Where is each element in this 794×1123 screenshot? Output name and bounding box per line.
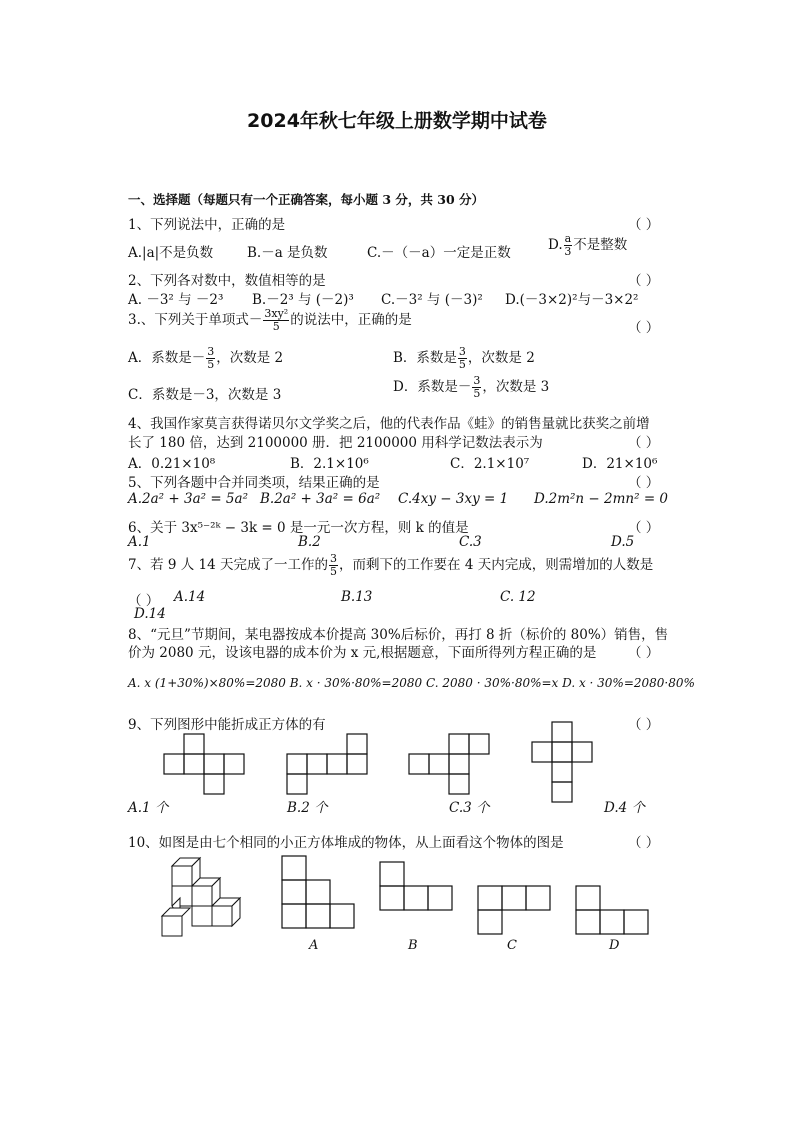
q7-answer-slot[interactable]: （ ） bbox=[128, 593, 160, 609]
q9-option-a: A.1 个 bbox=[128, 800, 169, 816]
q8-answer-slot[interactable]: （ ） bbox=[628, 645, 660, 661]
q9-net-a bbox=[160, 728, 250, 798]
q10-answer-slot[interactable]: （ ） bbox=[628, 835, 660, 851]
q7-stem-suffix: ，而剩下的工作要在 4 天内完成，则需增加的人数是 bbox=[339, 557, 654, 573]
q7-stem-denominator: 5 bbox=[330, 565, 338, 578]
q5-stem: 5、下列各题中合并同类项，结果正确的是 bbox=[128, 475, 380, 491]
q3-a-suffix: ，次数是 2 bbox=[216, 350, 284, 366]
q10-stem: 10、如图是由七个相同的小正方体堆成的物体，从上面看这个物体的图是 bbox=[128, 835, 564, 851]
q2-stem: 2、下列各对数中，数值相等的是 bbox=[128, 273, 326, 289]
q3-a-prefix: A．系数是－ bbox=[128, 350, 206, 366]
q6-stem: 6、关于 3x⁵⁻²ᵏ − 3k = 0 是一元一次方程，则 k 的值是 bbox=[128, 520, 469, 536]
q3-b-suffix: ，次数是 2 bbox=[467, 350, 535, 366]
q2-option-a: A. －3² 与 －2³ bbox=[128, 292, 224, 308]
q9-net-d bbox=[528, 720, 608, 804]
q3-stem bbox=[128, 308, 412, 333]
q9-option-d: D.4 个 bbox=[604, 800, 646, 816]
q9-option-b: B.2 个 bbox=[287, 800, 328, 816]
q1-stem: 1、下列说法中，正确的是 bbox=[128, 217, 286, 233]
q3-option-a bbox=[128, 346, 283, 371]
q3-b-numerator: 3 bbox=[458, 345, 466, 358]
q9-option-c: C.3 个 bbox=[449, 800, 490, 816]
q7-option-c: C. 12 bbox=[500, 589, 536, 605]
q3-answer-slot[interactable]: （ ） bbox=[628, 320, 660, 336]
q10-label-a: A bbox=[309, 938, 319, 953]
q5-answer-slot[interactable]: （ ） bbox=[628, 475, 660, 491]
q5-option-d: D.2m²n − 2mn² = 0 bbox=[534, 491, 669, 507]
q6-option-b: B.2 bbox=[298, 534, 321, 550]
q3-d-suffix: ，次数是 3 bbox=[482, 379, 550, 395]
q4-answer-slot[interactable]: （ ） bbox=[628, 435, 660, 451]
q4-option-c: C．2.1×10⁷ bbox=[450, 456, 530, 472]
q3-stem-numerator: 3xy² bbox=[264, 307, 289, 320]
q2-option-c: C.－3² 与 (－3)² bbox=[381, 292, 483, 308]
q5-option-a: A.2a² + 3a² = 5a² bbox=[128, 491, 248, 507]
q1-option-c: C.－（－a）一定是正数 bbox=[367, 245, 511, 261]
q7-option-a: A.14 bbox=[174, 589, 206, 605]
q5-option-c: C.4xy − 3xy = 1 bbox=[398, 491, 509, 507]
q9-stem: 9、下列图形中能折成正方体的有 bbox=[128, 717, 326, 733]
q9-net-b bbox=[283, 728, 373, 798]
q7-stem-prefix: 7、若 9 人 14 天完成了一工作的 bbox=[128, 557, 329, 573]
q7-option-d: D.14 bbox=[134, 606, 166, 622]
q10-label-b: B bbox=[408, 938, 418, 953]
q1-d-prefix: D. bbox=[548, 237, 563, 253]
q3-a-numerator: 3 bbox=[207, 345, 215, 358]
q1-answer-slot[interactable]: （ ） bbox=[628, 217, 660, 233]
q3-stem-suffix: 的说法中，正确的是 bbox=[290, 312, 412, 328]
q10-option-d-view bbox=[572, 882, 652, 938]
q10-label-c: C bbox=[507, 938, 517, 953]
q3-b-prefix: B．系数是 bbox=[393, 350, 457, 366]
q10-label-d: D bbox=[609, 938, 620, 953]
q4-line2: 长了 180 倍，达到 2100000 册．把 2100000 用科学记数法表示为 bbox=[128, 435, 543, 451]
q7-stem-numerator: 3 bbox=[330, 552, 338, 565]
q3-b-denominator: 5 bbox=[458, 358, 466, 371]
q10-option-b-view bbox=[376, 858, 456, 914]
q4-option-a: A．0.21×10⁸ bbox=[128, 456, 216, 472]
q3-stem-denominator: 5 bbox=[272, 320, 280, 333]
q6-answer-slot[interactable]: （ ） bbox=[628, 520, 660, 536]
q3-option-b bbox=[393, 346, 535, 371]
q1-d-suffix: 不是整数 bbox=[573, 237, 628, 253]
q10-option-c-view bbox=[474, 882, 554, 938]
q9-answer-slot[interactable]: （ ） bbox=[628, 717, 660, 733]
q4-option-d: D．21×10⁶ bbox=[582, 456, 658, 472]
q3-stem-prefix: 3.、下列关于单项式－ bbox=[128, 312, 263, 328]
q1-option-b: B.－a 是负数 bbox=[247, 245, 328, 261]
q4-line1: 4、我国作家莫言获得诺贝尔文学奖之后，他的代表作品《蛙》的销售量就比获奖之前增 bbox=[128, 416, 650, 432]
q3-d-denominator: 5 bbox=[473, 387, 481, 400]
q3-d-prefix: D．系数是－ bbox=[393, 379, 472, 395]
q10-cube-stack bbox=[158, 852, 248, 944]
q2-option-d: D.(－3×2)²与－3×2² bbox=[505, 292, 639, 308]
q1-d-numerator: a bbox=[564, 232, 572, 245]
page-title: 2024年秋七年级上册数学期中试卷 bbox=[247, 110, 547, 132]
q6-option-d: D.5 bbox=[611, 534, 635, 550]
q3-option-c: C．系数是－3，次数是 3 bbox=[128, 387, 282, 403]
q1-option-d bbox=[548, 233, 627, 258]
q6-option-c: C.3 bbox=[459, 534, 482, 550]
q8-options: A. x (1+30%)×80%=2080 B. x · 30%·80%=2080 C. 2080 · 30%·80%=x D. x · 30%=2080·80% bbox=[128, 676, 695, 690]
q1-option-a: A.|a|不是负数 bbox=[128, 245, 214, 261]
q10-option-a-view bbox=[278, 854, 358, 930]
q2-answer-slot[interactable]: （ ） bbox=[628, 273, 660, 289]
q6-option-a: A.1 bbox=[128, 534, 151, 550]
q8-line1: 8、“元旦”节期间，某电器按成本价提高 30%后标价，再打 8 折（标价的 80%）销售，售 bbox=[128, 627, 669, 643]
q7-stem bbox=[128, 553, 653, 578]
q7-option-b: B.13 bbox=[341, 589, 373, 605]
q3-option-d bbox=[393, 375, 549, 400]
q3-d-numerator: 3 bbox=[473, 374, 481, 387]
q5-option-b: B.2a² + 3a² = 6a² bbox=[260, 491, 381, 507]
section-heading: 一、选择题（每题只有一个正确答案，每小题 3 分，共 30 分） bbox=[128, 192, 485, 207]
q3-a-denominator: 5 bbox=[207, 358, 215, 371]
q2-option-b: B.－2³ 与 (－2)³ bbox=[252, 292, 354, 308]
q4-option-b: B．2.1×10⁶ bbox=[290, 456, 369, 472]
q8-line2: 价为 2080 元，设该电器的成本价为 x 元,根据题意，下面所得列方程正确的是 bbox=[128, 645, 597, 661]
q9-net-c bbox=[405, 728, 495, 798]
q1-d-denominator: 3 bbox=[564, 245, 572, 258]
